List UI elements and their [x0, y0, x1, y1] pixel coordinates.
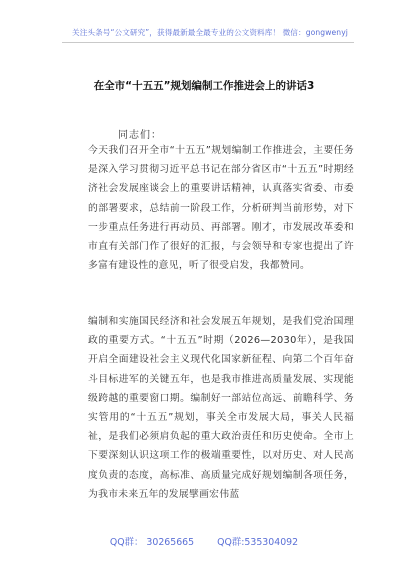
page-footer [0, 534, 408, 548]
greeting: 同志们： [118, 130, 162, 141]
header-notice: 关注头条号“公文研究”，获得最新最全最专业的公文资料库！ 微信：gongwenyj [72, 28, 348, 37]
paragraph-1: 今天我们召开全市“十五五”规划编制工作推进会，主要任务是深入学习贯彻习近平总书记在部分省区市“十五五”时期经济社会发展座谈会上的重要讲话精神，认真落实省委、市委的部署要求，总结前一阶段工作，分析研判当前形势，对下一步重点任务进行再动员、再部署。刚才，市发展改革委和市直有关部门作了很好的汇报，与会领导和专家也提出了许多富有建设性的意见，听了很受启发，我都赞同。 [88, 145, 354, 272]
paragraph-2: 编制和实施国民经济和社会发展五年规划，是我们党治国理政的重要方式。“十五五”时期（2026—2030年），是我国开启全面建设社会主义现代化国家新征程、向第二个百年奋斗目标进军的关键五年，也是我市推进高质量发展、实现能级跨越的重要窗口期。编制好一部站位高远、前瞻科学、务实管用的“十五五”规划，事关全市发展大局，事关人民福祉，是我们必须肩负起的重大政治责任和历史使命。全市上下要深刻认识这项工作的极端重要性，以对历史、对人民高度负责的态度，高标准、高质量完成好规划编制各项任务，为我市未来五年的发展擘画宏伟蓝 [88, 316, 354, 500]
footer-qq-group-2: QQ群:535304092 [217, 537, 299, 548]
document-title: 在全市“十五五”规划编制工作推进会上的讲话3 [93, 80, 315, 92]
footer-qq-group-1: QQ群： 30265665 [109, 537, 195, 548]
header-divider [62, 42, 354, 43]
